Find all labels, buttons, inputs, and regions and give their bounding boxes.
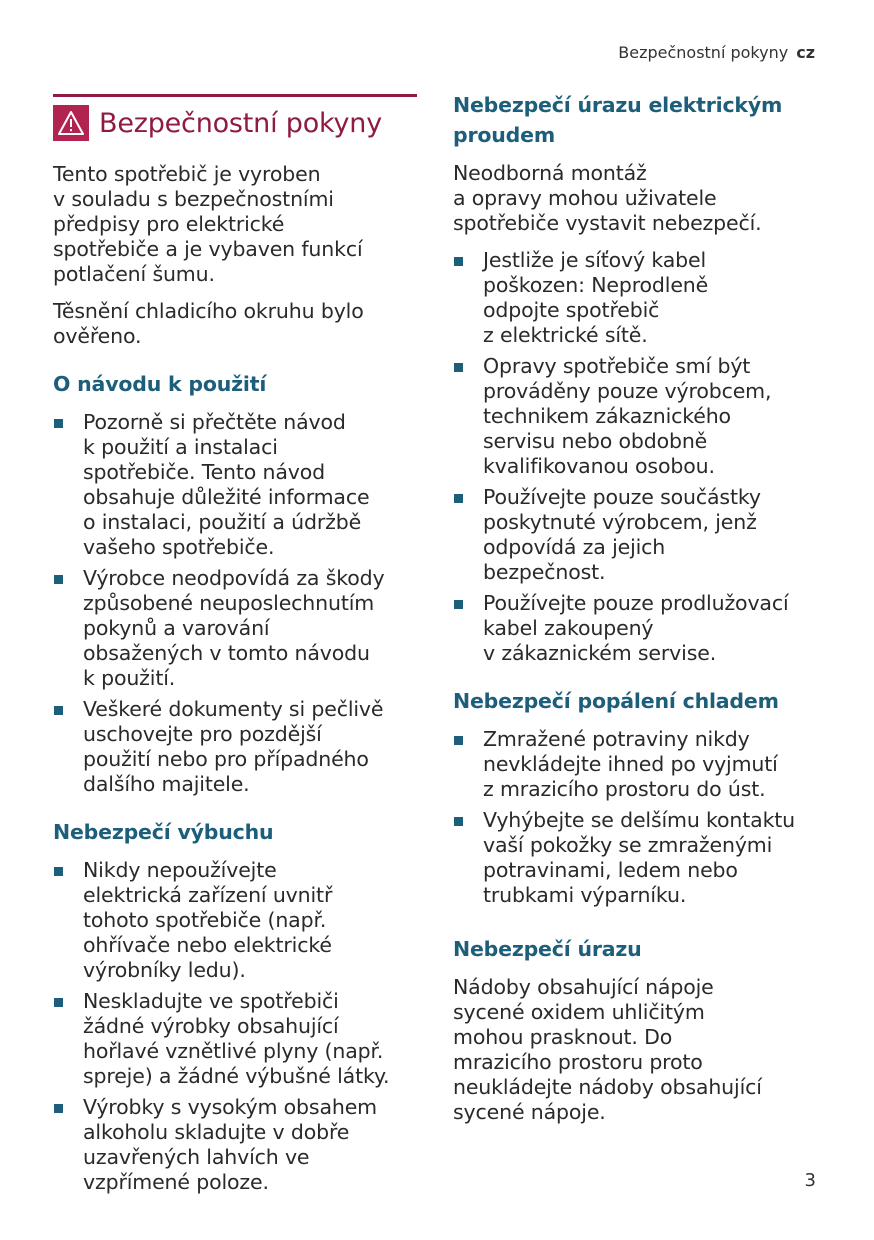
list-item-text: Pozorně si přečtěte návod k použití a instalaci spotřebiče. Tento návod obsahuje důležité informace o instalaci, použití a údržbě vašeho spotřebiče. [83,410,370,559]
bullet-icon [54,706,63,715]
cold-burn-list [453,727,823,908]
list-item [453,808,823,908]
right-column [453,90,823,1137]
electric-intro: Neodborná montáž a opravy mohou uživatele spotřebiče vystavit nebezpečí. [453,161,762,235]
bullet-icon [454,363,463,372]
running-header-section: Bezpečnostní pokyny [618,43,789,62]
bullet-icon [454,600,463,609]
list-item [453,485,823,585]
bullet-icon [454,736,463,745]
list-item-text: Zmražené potraviny nikdy nevkládejte ihned po vyjmutí z mrazicího prostoru do úst. [483,727,778,801]
section-heading-cold-burn: Nebezpečí popálení chladem [453,689,779,713]
section-heading-electric: Nebezpečí úrazu elektrickým proudem [453,93,783,147]
warning-icon [53,105,89,141]
explosion-list [53,858,417,1195]
list-item [453,727,823,802]
page-title: Bezpečnostní pokyny [99,107,382,139]
list-item [53,410,417,560]
injury-paragraph: Nádoby obsahující nápoje sycené oxidem uhličitým mohou prasknout. Do mrazicího prostoru proto neukládejte nádoby obsahující sycené nápoje. [453,975,762,1124]
intro-paragraph: Tento spotřebič je vyroben v souladu s bezpečnostními předpisy pro elektrické spotřebiče a je vybaven funkcí potlačení šumu. [53,162,363,286]
bullet-icon [54,419,63,428]
list-item-text: Opravy spotřebiče smí být prováděny pouze výrobcem, technikem zákaznického servisu nebo obdobně kvalifikovanou osobou. [483,354,772,478]
bullet-icon [454,257,463,266]
list-item [53,989,417,1089]
section-heading-explosion: Nebezpečí výbuchu [53,820,274,844]
bullet-icon [454,494,463,503]
list-item-text: Vyhýbejte se delšímu kontaktu vaší pokožky se zmraženými potravinami, ledem nebo trubkami výparníku. [483,808,796,907]
page-number: 3 [804,1170,816,1191]
list-item-text: Veškeré dokumenty si pečlivě uschovejte pro pozdější použití nebo pro případného dalšího majitele. [83,697,384,796]
bullet-icon [54,998,63,1007]
list-item-text: Neskladujte ve spotřebiči žádné výrobky obsahující hořlavé vznětlivé plyny (např. spreje) a žádné výbušné látky. [83,989,390,1088]
section-heading-injury: Nebezpečí úrazu [453,937,642,961]
list-item-text: Výrobce neodpovídá za škody způsobené neuposlechnutím pokynů a varování obsažených v tomto návodu k použití. [83,566,385,690]
list-item [53,697,417,797]
list-item [53,566,417,691]
list-item-text: Výrobky s vysokým obsahem alkoholu skladujte v dobře uzavřených lahvích ve vzpřímené poloze. [83,1095,377,1194]
bullet-icon [454,817,463,826]
language-code: cz [796,43,815,62]
list-item-text: Používejte pouze součástky poskytnuté výrobcem, jenž odpovídá za jejich bezpečnost. [483,485,761,584]
list-item [453,248,823,348]
electric-list [453,248,823,666]
list-item [53,858,417,983]
intro-paragraph: Těsnění chladicího okruhu bylo ověřeno. [53,299,364,348]
list-item-text: Nikdy nepoužívejte elektrická zařízení uvnitř tohoto spotřebiče (např. ohřívače nebo elektrické výrobníky ledu). [83,858,333,982]
list-item [453,591,823,666]
left-column [53,90,417,1205]
list-item-text: Jestliže je síťový kabel poškozen: Neprodleně odpojte spotřebič z elektrické sítě. [483,248,709,347]
bullet-icon [54,867,63,876]
bullet-icon [54,1104,63,1113]
manual-list [53,410,417,797]
list-item [53,1095,417,1195]
list-item-text: Používejte pouze prodlužovací kabel zakoupený v zákaznickém servise. [483,591,789,665]
list-item [453,354,823,479]
bullet-icon [54,575,63,584]
main-heading [53,94,417,141]
running-header [618,43,815,62]
section-heading-manual: O návodu k použití [53,372,267,396]
